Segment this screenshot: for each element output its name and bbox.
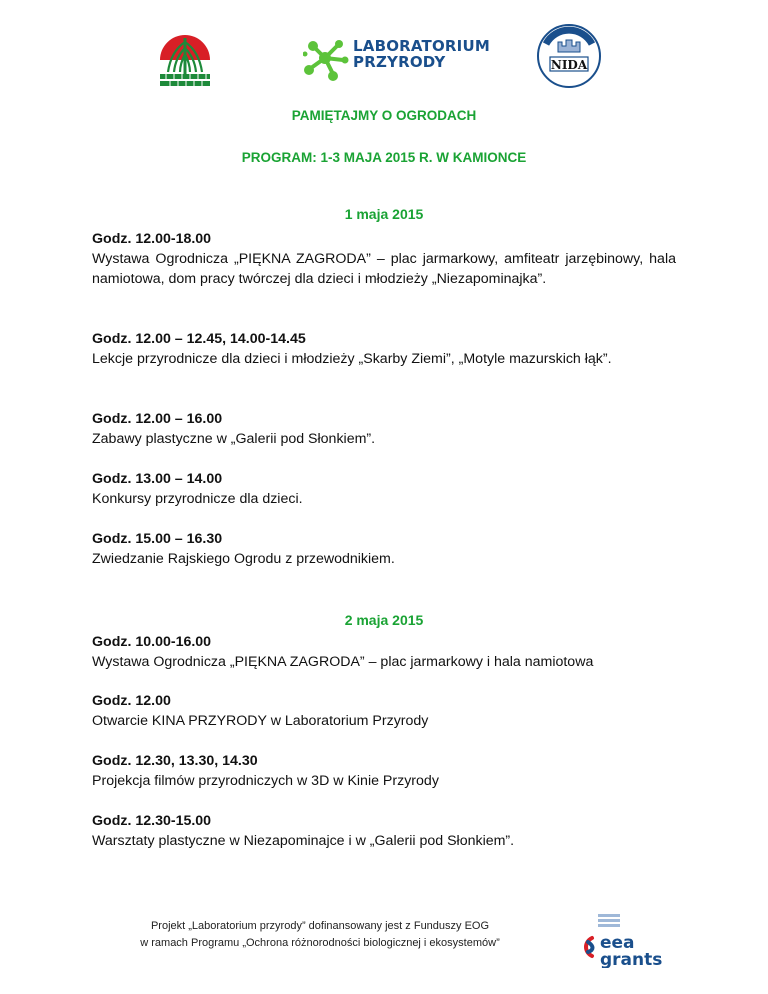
lab-logo-text [353,38,490,70]
nida-foundation-logo [536,22,602,90]
entry-description: Projekcja filmów przyrodniczych w 3D w Kinie Przyrody [92,773,439,789]
entry-time: Godz. 12.00 – 12.45, 14.00-14.45 [92,331,306,347]
page-subtitle: PROGRAM: 1-3 MAJA 2015 R. W KAMIONCE [241,150,527,165]
entry-description: Zwiedzanie Rajskiego Ogrodu z przewodnikiem. [92,551,395,567]
lab-logo-line1: LABORATORIUM [353,37,490,55]
footer-line-2: w ramach Programu „Ochrona różnorodności biologicznej i ekosystemów” [140,937,500,949]
molecule-icon [303,34,349,82]
header-logos [0,22,768,92]
entry-time: Godz. 13.00 – 14.00 [92,471,223,487]
entry-time: Godz. 12.00 [92,693,171,709]
entry-time: Godz. 15.00 – 16.30 [92,531,223,547]
entry-time: Godz. 10.00-16.00 [92,634,212,650]
entry-description: Warsztaty plastyczne w Niezapominajce i w „Galerii pod Słonkiem”. [92,833,515,849]
program-entry [92,529,676,569]
entry-description: Zabawy plastyczne w „Galerii pod Słonkiem”. [92,431,376,447]
program-entry [92,811,676,851]
entry-description: Lekcje przyrodnicze dla dzieci i młodzieży „Skarby Ziemi”, „Motyle mazurskich łąk”. [92,351,612,367]
program-entry [92,469,676,509]
program-entry [92,632,676,672]
eea-logo-line2: grants [600,950,663,968]
park-emblem-logo [158,30,212,90]
day-heading-1: 1 maja 2015 [344,206,424,222]
program-entry [92,329,676,369]
entry-time: Godz. 12.00-18.00 [92,231,212,247]
nida-logo-text: NIDA [550,58,588,72]
eea-grants-logo [578,912,668,968]
footer-note [100,918,540,952]
program-entry [92,751,676,791]
program-entry [92,409,676,449]
entry-time: Godz. 12.30-15.00 [92,813,212,829]
eea-logo-line1: eea [600,933,635,953]
entry-time: Godz. 12.00 – 16.00 [92,411,223,427]
lab-logo-line2: PRZYRODY [353,53,446,71]
entry-time: Godz. 12.30, 13.30, 14.30 [92,753,258,769]
program-entry [92,691,676,731]
footer-line-1: Projekt „Laboratorium przyrody” dofinansowany jest z Funduszy EOG [150,920,490,932]
entry-description: Wystawa Ogrodnicza „PIĘKNA ZAGRODA” – plac jarmarkowy, amfiteatr jarzębinowy, hala namiotowa, dom pracy twórczej dla dzieci i młodzieży „Niezapominajka”. [92,251,676,287]
page-title: PAMIĘTAJMY O OGRODACH [291,108,477,123]
entry-description: Wystawa Ogrodnicza „PIĘKNA ZAGRODA” – plac jarmarkowy i hala namiotowa [92,654,594,670]
entry-description: Otwarcie KINA PRZYRODY w Laboratorium Przyrody [92,713,429,729]
day-heading-2: 2 maja 2015 [344,612,424,628]
entry-description: Konkursy przyrodnicze dla dzieci. [92,491,303,507]
program-entry [92,229,676,289]
laboratorium-przyrody-logo [303,34,493,82]
